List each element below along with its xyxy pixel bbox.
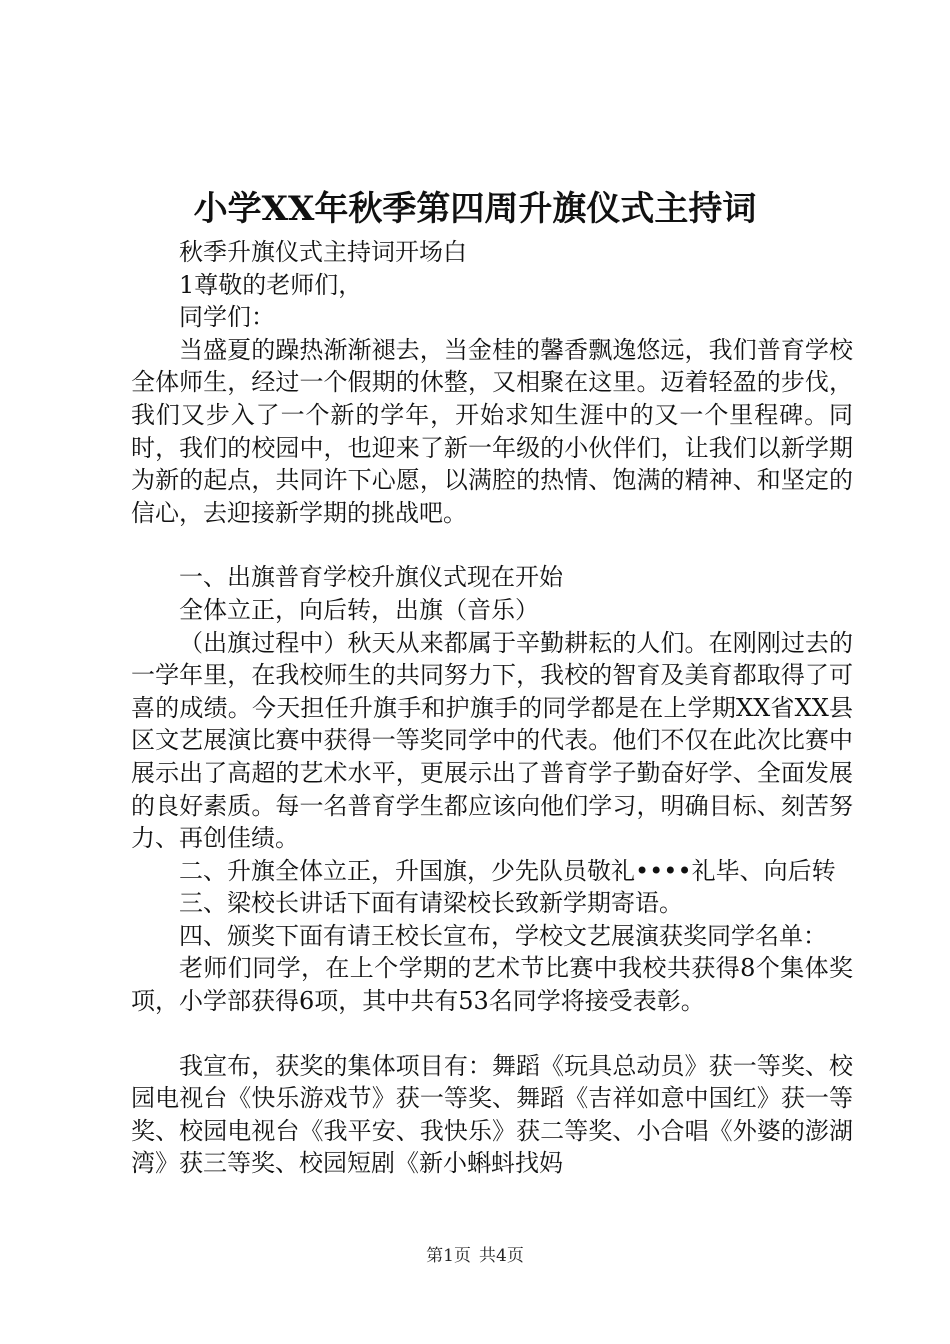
paragraph-flag-out: 全体立正，向后转，出旗（音乐）: [179, 595, 539, 624]
paragraph-section-two: 二、升旗全体立正，升国旗，少先队员敬礼••••礼毕、向后转: [179, 856, 836, 885]
paragraph-awards-list: 我宣布，获奖的集体项目有：舞蹈《玩具总动员》获一等奖、校园电视台《快乐游戏节》获一等奖、舞蹈《吉祥如意中国红》获一等奖、校园电视台《我平安、我快乐》获二等奖、小合唱《外婆的澎湖湾》获三等奖、校园短剧《新小蝌蚪找妈: [131, 1051, 853, 1178]
paragraph-section-one: 一、出旗普育学校升旗仪式现在开始: [179, 563, 563, 592]
paragraph-opening-heading: 秋季升旗仪式主持词开场白: [179, 238, 467, 266]
paragraph-greeting-teachers: 1尊敬的老师们，: [179, 270, 363, 299]
paragraph-awards-summary: 老师们同学，在上个学期的艺术节比赛中我校共获得8个集体奖项，小学部获得6项，其中共有53名同学将接受表彰。: [131, 954, 853, 1016]
page-number: 第1页: [426, 1246, 471, 1266]
paragraph-section-four: 四、颁奖下面有请王校长宣布，学校文艺展演获奖同学名单：: [179, 921, 827, 950]
page-footer: [0, 1244, 950, 1268]
paragraph-flag-process: （出旗过程中）秋天从来都属于辛勤耕耘的人们。在刚刚过去的一学年里，在我校师生的共同努力下，我校的智育及美育都取得了可喜的成绩。今天担任升旗手和护旗手的同学都是在上学期XX省XX县区文艺展演比赛中获得一等奖同学中的代表。他们不仅在此次比赛中展示出了高超的艺术水平，更展示出了普育学子勤奋好学、全面发展的良好素质。每一名普育学生都应该向他们学习，明确目标、刻苦努力、再创佳绩。: [131, 628, 853, 853]
paragraph-greeting-students: 同学们：: [179, 303, 275, 332]
paragraph-opening-speech: 当盛夏的躁热渐渐褪去，当金桂的馨香飘逸悠远，我们普育学校全体师生，经过一个假期的休整，又相聚在这里。迈着轻盈的步伐，我们又步入了一个新的学年，开始求知生涯中的又一个里程碑。同时，我们的校园中，也迎来了新一年级的小伙伴们，让我们以新学期为新的起点，共同许下心愿，以满腔的热情、饱满的精神、和坚定的信心，去迎接新学期的挑战吧。: [131, 335, 853, 527]
document-body: [131, 236, 853, 1180]
document-title: 小学XX年秋季第四周升旗仪式主持词: [193, 189, 757, 229]
paragraph-section-three: 三、梁校长讲话下面有请梁校长致新学期寄语。: [179, 889, 683, 918]
page-total: 共4页: [479, 1246, 524, 1266]
